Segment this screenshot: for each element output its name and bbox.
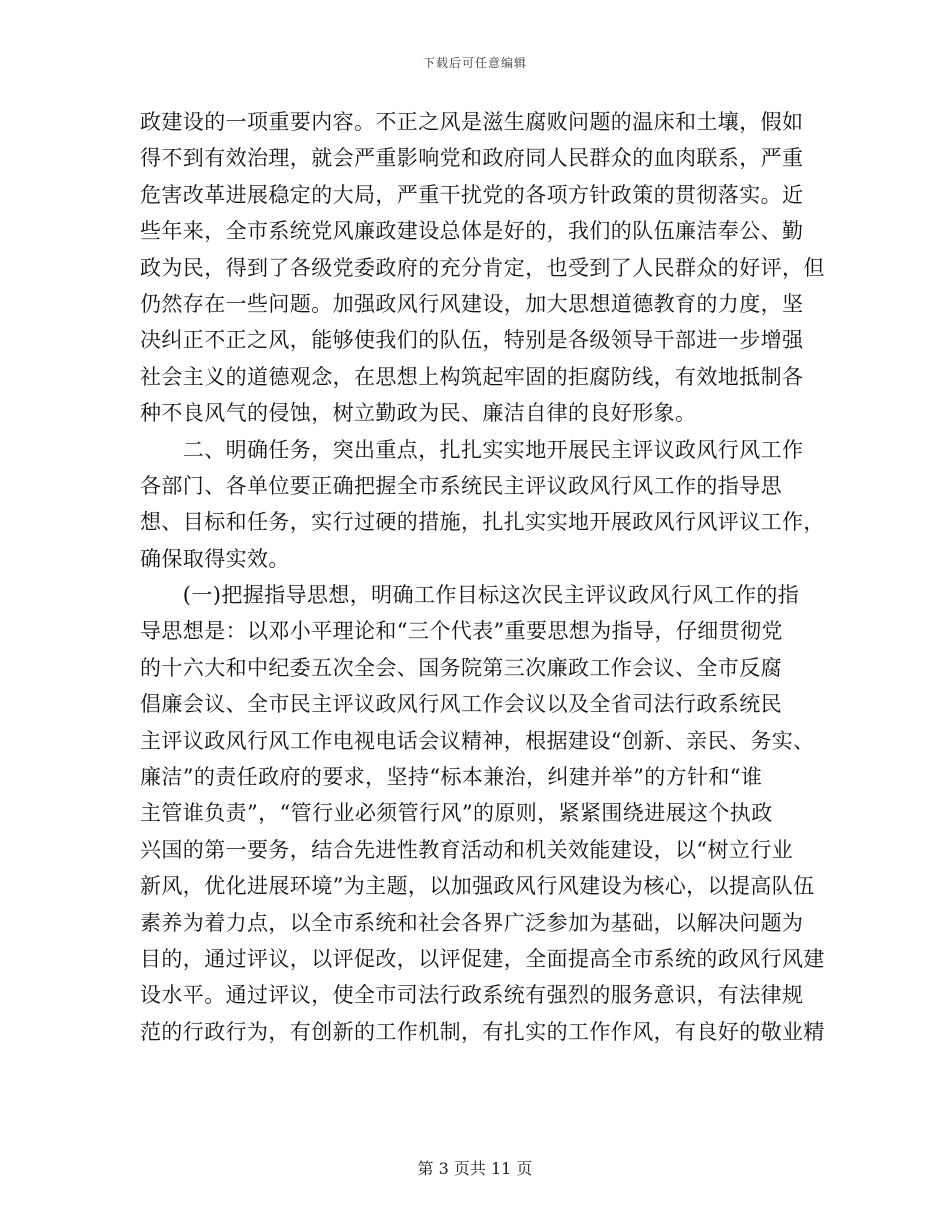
text-line: 范的行政行为，有创新的工作机制，有扎实的工作作风，有良好的敬业精: [140, 1019, 825, 1044]
text-line: 主管谁负责”，“管行业必须管行风”的原则，紧紧围绕进展这个执政: [140, 801, 773, 826]
text-line: 种不良风气的侵蚀，树立勤政为民、廉洁自律的良好形象。: [140, 401, 697, 426]
text-line: 新风，优化进展环境”为主题，以加强政风行风建设为核心，以提高队伍: [140, 874, 815, 899]
text-line: 危害改革进展稳定的大局，严重干扰党的各项方针政策的贯彻落实。近: [140, 182, 804, 207]
page-header: 下载后可任意编辑: [422, 56, 527, 70]
text-line: 导思想是：以邓小平理论和“三个代表”重要思想为指导，仔细贯彻党: [140, 619, 783, 644]
text-line: 政建设的一项重要内容。不正之风是滋生腐败问题的温床和土壤，假如: [140, 110, 804, 134]
text-line: 主评议政风行风工作电视电话会议精神，根据建设“创新、亲民、务实、: [140, 728, 815, 753]
text-line: 确保取得实效。: [140, 546, 290, 571]
text-line: 各部门、各单位要正确把握全市系统民主评议政风行风工作的指导思: [140, 473, 782, 498]
text-line: 政为民，得到了各级党委政府的充分肯定，也受到了人民群众的好评，但: [140, 255, 825, 280]
text-line: 决纠正不正之风，能够使我们的队伍，特别是各级领导干部进一步增强: [140, 328, 804, 353]
text-line: 得不到有效治理，就会严重影响党和政府同人民群众的血肉联系，严重: [140, 146, 804, 171]
page-footer: 第 3 页共 11 页: [417, 1159, 533, 1178]
text-line: 的十六大和中纪委五次全会、国务院第三次廉政工作会议、全市反腐: [140, 655, 782, 680]
text-line: 些年来，全市系统党风廉政建设总体是好的，我们的队伍廉洁奉公、勤: [140, 219, 804, 244]
section-heading: 二、明确任务，突出重点，扎扎实实地开展民主评议政风行风工作: [140, 437, 804, 462]
subsection-heading: (一)把握指导思想，明确工作目标这次民主评议政风行风工作的指: [140, 583, 800, 608]
text-line: 社会主义的道德观念，在思想上构筑起牢固的拒腐防线，有效地抵制各: [140, 364, 804, 389]
text-line: 廉洁”的责任政府的要求，坚持“标本兼治，纠建并举”的方针和“谁: [140, 765, 763, 790]
text-line: 素养为着力点，以全市系统和社会各界广泛参加为基础，以解决问题为: [140, 910, 804, 935]
body-text: [140, 104, 830, 1050]
text-line: 兴国的第一要务，结合先进性教育活动和机关效能建设，以“树立行业: [140, 837, 794, 862]
text-line: 倡廉会议、全市民主评议政风行风工作会议以及全省司法行政系统民: [140, 692, 782, 717]
text-line: 目的，通过评议，以评促改，以评促建，全面提高全市系统的政风行风建: [140, 946, 825, 971]
text-line: 设水平。通过评议，使全市司法行政系统有强烈的服务意识，有法律规: [140, 983, 804, 1008]
text-line: 想、目标和任务，实行过硬的措施，扎扎实实地开展政风行风评议工作，: [140, 510, 825, 535]
text-line: 仍然存在一些问题。加强政风行风建设，加大思想道德教育的力度，坚: [140, 291, 804, 316]
